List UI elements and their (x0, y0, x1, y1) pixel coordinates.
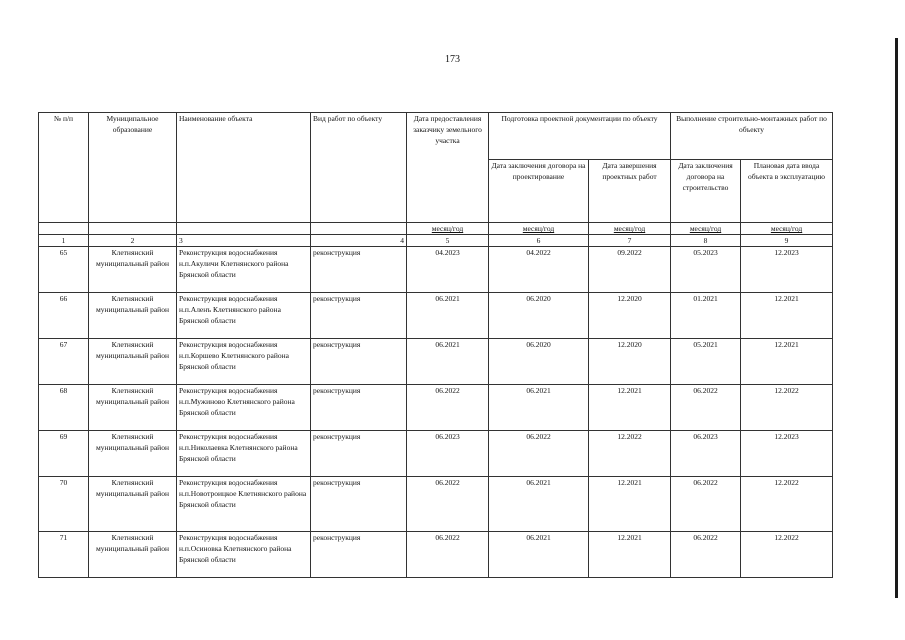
row-commission: 12.2023 (741, 247, 833, 293)
row-land-date: 06.2023 (407, 431, 489, 477)
row-construction-contract: 06.2022 (671, 532, 741, 578)
row-object: Реконструкция водоснабжения н.п.Николаевка Клетнянского района Брянской области (177, 431, 311, 477)
row-design-end: 12.2021 (589, 385, 671, 431)
row-municipality: Клетнянский муниципальный район (89, 247, 177, 293)
header-construction-group: Выполнение строительно-монтажных работ по объекту (671, 113, 833, 160)
row-municipality: Клетнянский муниципальный район (89, 339, 177, 385)
row-construction-contract: 06.2022 (671, 385, 741, 431)
header-object: Наименование объекта (177, 113, 311, 223)
row-design-contract: 06.2021 (489, 477, 589, 532)
row-construction-contract: 06.2023 (671, 431, 741, 477)
row-design-contract: 06.2021 (489, 385, 589, 431)
row-commission: 12.2021 (741, 293, 833, 339)
row-work-type: реконструкция (311, 247, 407, 293)
unit-row (39, 223, 833, 235)
row-commission: 12.2022 (741, 532, 833, 578)
column-number: 6 (489, 235, 589, 247)
table-row (39, 477, 833, 532)
row-design-end: 12.2022 (589, 431, 671, 477)
row-work-type: реконструкция (311, 431, 407, 477)
row-num: 69 (39, 431, 89, 477)
row-commission: 12.2022 (741, 385, 833, 431)
header-work-type: Вид работ по объекту (311, 113, 407, 223)
row-object: Реконструкция водоснабжения н.п.Мужиново Клетнянского района Брянской области (177, 385, 311, 431)
row-commission: 12.2023 (741, 431, 833, 477)
column-number: 8 (671, 235, 741, 247)
construction-schedule-table (38, 112, 833, 578)
column-number: 1 (39, 235, 89, 247)
column-number: 3 (177, 235, 311, 247)
header-design-group: Подготовка проектной документации по объекту (489, 113, 671, 160)
row-design-end: 12.2021 (589, 477, 671, 532)
column-number: 9 (741, 235, 833, 247)
row-municipality: Клетнянский муниципальный район (89, 385, 177, 431)
table-row (39, 339, 833, 385)
row-design-contract: 06.2020 (489, 339, 589, 385)
row-object: Реконструкция водоснабжения н.п.Осиновка Клетнянского района Брянской области (177, 532, 311, 578)
column-number: 7 (589, 235, 671, 247)
row-construction-contract: 05.2023 (671, 247, 741, 293)
unit-cell: месяц/год (741, 223, 833, 235)
row-municipality: Клетнянский муниципальный район (89, 431, 177, 477)
row-design-contract: 06.2021 (489, 532, 589, 578)
row-municipality: Клетнянский муниципальный район (89, 532, 177, 578)
table-row (39, 247, 833, 293)
row-work-type: реконструкция (311, 532, 407, 578)
table-row (39, 532, 833, 578)
row-design-contract: 06.2022 (489, 431, 589, 477)
unit-cell: месяц/год (589, 223, 671, 235)
row-object: Реконструкция водоснабжения н.п.Акуличи Клетнянского района Брянской области (177, 247, 311, 293)
row-num: 67 (39, 339, 89, 385)
row-design-contract: 06.2020 (489, 293, 589, 339)
row-work-type: реконструкция (311, 293, 407, 339)
header-land-date: Дата предоставления заказчику земельного участка (407, 113, 489, 223)
unit-cell: месяц/год (407, 223, 489, 235)
header-construction-contract: Дата заключения договора на строительство (671, 160, 741, 223)
table-row (39, 293, 833, 339)
row-work-type: реконструкция (311, 477, 407, 532)
row-land-date: 06.2021 (407, 293, 489, 339)
row-design-end: 12.2021 (589, 532, 671, 578)
column-number: 5 (407, 235, 489, 247)
row-design-end: 12.2020 (589, 339, 671, 385)
row-land-date: 06.2021 (407, 339, 489, 385)
row-construction-contract: 06.2022 (671, 477, 741, 532)
header-commission: Плановая дата ввода объекта в эксплуатацию (741, 160, 833, 223)
row-design-end: 12.2020 (589, 293, 671, 339)
row-num: 65 (39, 247, 89, 293)
row-commission: 12.2022 (741, 477, 833, 532)
column-number: 2 (89, 235, 177, 247)
unit-cell: месяц/год (489, 223, 589, 235)
row-num: 71 (39, 532, 89, 578)
row-object: Реконструкция водоснабжения н.п.Новотроицкое Клетнянского района Брянской области (177, 477, 311, 532)
row-work-type: реконструкция (311, 339, 407, 385)
header-row-top (39, 113, 833, 160)
row-num: 68 (39, 385, 89, 431)
row-municipality: Клетнянский муниципальный район (89, 293, 177, 339)
row-work-type: реконструкция (311, 385, 407, 431)
row-design-end: 09.2022 (589, 247, 671, 293)
row-land-date: 06.2022 (407, 385, 489, 431)
header-num: № п/п (39, 113, 89, 223)
column-number-row (39, 235, 833, 247)
row-object: Реконструкция водоснабжения н.п.Аленъ Клетнянского района Брянской области (177, 293, 311, 339)
header-design-end: Дата завершения проектных работ (589, 160, 671, 223)
row-municipality: Клетнянский муниципальный район (89, 477, 177, 532)
column-number: 4 (311, 235, 407, 247)
table-row (39, 385, 833, 431)
unit-cell: месяц/год (671, 223, 741, 235)
row-commission: 12.2021 (741, 339, 833, 385)
row-land-date: 04.2023 (407, 247, 489, 293)
header-municipality: Муниципальное образование (89, 113, 177, 223)
row-design-contract: 04.2022 (489, 247, 589, 293)
row-construction-contract: 01.2021 (671, 293, 741, 339)
page-edge-mark (895, 38, 898, 598)
row-construction-contract: 05.2021 (671, 339, 741, 385)
row-num: 70 (39, 477, 89, 532)
row-object: Реконструкция водоснабжения н.п.Коршево Клетнянского района Брянской области (177, 339, 311, 385)
page-number: 173 (445, 54, 460, 65)
table-row (39, 431, 833, 477)
row-land-date: 06.2022 (407, 532, 489, 578)
header-design-contract: Дата заключения договора на проектирование (489, 160, 589, 223)
row-num: 66 (39, 293, 89, 339)
row-land-date: 06.2022 (407, 477, 489, 532)
